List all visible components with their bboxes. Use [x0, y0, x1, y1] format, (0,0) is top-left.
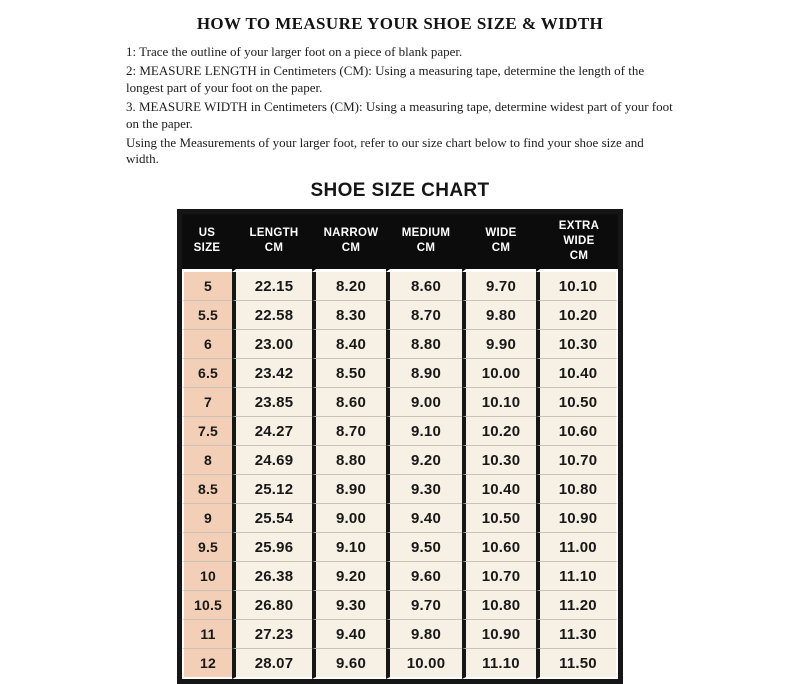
measurement-cell: 11.00	[536, 532, 618, 561]
table-row	[182, 300, 618, 329]
measurement-cell: 24.27	[232, 416, 312, 445]
measurement-cell: 24.69	[232, 445, 312, 474]
measurement-cell: 25.54	[232, 503, 312, 532]
measurement-cell: 10.40	[462, 474, 536, 503]
measurement-cell: 10.50	[462, 503, 536, 532]
measurement-cell: 23.42	[232, 358, 312, 387]
size-chart-table-frame	[177, 209, 623, 684]
page-title: HOW TO MEASURE YOUR SHOE SIZE & WIDTH	[196, 14, 604, 33]
column-header-us-size: US SIZE	[182, 214, 232, 273]
measurement-cell: 25.96	[232, 532, 312, 561]
measurement-cell: 8.20	[312, 272, 386, 300]
table-row	[182, 561, 618, 590]
measurement-cell: 9.80	[386, 619, 462, 648]
measurement-cell: 10.90	[462, 619, 536, 648]
measurement-cell: 10.00	[386, 648, 462, 679]
us-size-cell: 9.5	[182, 532, 232, 561]
measurement-cell: 8.80	[386, 329, 462, 358]
instruction-step-2: 2: MEASURE LENGTH in Centimeters (CM): Using a measuring tape, determine the length of the longest part of your foot on the paper.	[126, 63, 645, 95]
measurement-cell: 9.10	[312, 532, 386, 561]
measurement-cell: 8.80	[312, 445, 386, 474]
measurement-cell: 27.23	[232, 619, 312, 648]
measurement-cell: 10.10	[462, 387, 536, 416]
table-row	[182, 503, 618, 532]
measurement-cell: 9.60	[386, 561, 462, 590]
measurement-cell: 10.90	[536, 503, 618, 532]
measurement-cell: 9.10	[386, 416, 462, 445]
measurement-cell: 8.70	[386, 300, 462, 329]
us-size-cell: 7	[182, 387, 232, 416]
instruction-step-1: 1: Trace the outline of your larger foot on a piece of blank paper.	[126, 44, 463, 59]
measurement-cell: 10.70	[536, 445, 618, 474]
measurement-cell: 26.38	[232, 561, 312, 590]
measurement-cell: 9.60	[312, 648, 386, 679]
measurement-cell: 10.00	[462, 358, 536, 387]
measurement-cell: 10.80	[536, 474, 618, 503]
size-chart-table	[182, 214, 618, 680]
measurement-cell: 10.20	[462, 416, 536, 445]
measurement-cell: 9.70	[386, 590, 462, 619]
measurement-cell: 8.50	[312, 358, 386, 387]
column-header-narrow: NARROW CM	[312, 214, 386, 273]
table-row	[182, 387, 618, 416]
measurement-cell: 9.30	[312, 590, 386, 619]
measurement-cell: 8.60	[312, 387, 386, 416]
measurement-cell: 8.90	[312, 474, 386, 503]
column-header-extra-wide: EXTRA WIDE CM	[536, 214, 618, 273]
measurement-cell: 26.80	[232, 590, 312, 619]
measurement-cell: 11.10	[536, 561, 618, 590]
measurement-cell: 9.30	[386, 474, 462, 503]
table-row	[182, 329, 618, 358]
measurement-cell: 11.50	[536, 648, 618, 679]
measurement-cell: 10.80	[462, 590, 536, 619]
measurement-cell: 28.07	[232, 648, 312, 679]
us-size-cell: 8.5	[182, 474, 232, 503]
table-header-row	[182, 214, 618, 273]
measurement-cell: 10.50	[536, 387, 618, 416]
column-header-medium: MEDIUM CM	[386, 214, 462, 273]
us-size-cell: 8	[182, 445, 232, 474]
table-row	[182, 619, 618, 648]
us-size-cell: 5.5	[182, 300, 232, 329]
measurement-cell: 9.40	[386, 503, 462, 532]
column-header-wide: WIDE CM	[462, 214, 536, 273]
measurement-cell: 11.20	[536, 590, 618, 619]
measurement-cell: 9.50	[386, 532, 462, 561]
us-size-cell: 10	[182, 561, 232, 590]
measurement-cell: 10.30	[462, 445, 536, 474]
us-size-cell: 7.5	[182, 416, 232, 445]
table-row	[182, 474, 618, 503]
measurement-cell: 9.20	[312, 561, 386, 590]
measurement-cell: 9.80	[462, 300, 536, 329]
measurement-cell: 9.90	[462, 329, 536, 358]
table-row	[182, 648, 618, 679]
us-size-cell: 6	[182, 329, 232, 358]
measurement-cell: 10.60	[462, 532, 536, 561]
measurement-cell: 9.00	[312, 503, 386, 532]
column-header-length: LENGTH CM	[232, 214, 312, 273]
us-size-cell: 10.5	[182, 590, 232, 619]
chart-heading: SHOE SIZE CHART	[310, 179, 490, 201]
table-body	[182, 272, 618, 679]
measurement-cell: 9.70	[462, 272, 536, 300]
measurement-cell: 9.40	[312, 619, 386, 648]
measurement-cell: 10.40	[536, 358, 618, 387]
us-size-cell: 6.5	[182, 358, 232, 387]
table-row	[182, 590, 618, 619]
measurement-cell: 22.58	[232, 300, 312, 329]
table-row	[182, 445, 618, 474]
table-row	[182, 532, 618, 561]
instructions	[126, 44, 674, 168]
measurement-cell: 11.30	[536, 619, 618, 648]
table-row	[182, 272, 618, 300]
measurement-cell: 23.85	[232, 387, 312, 416]
measurement-cell: 10.10	[536, 272, 618, 300]
measurement-cell: 8.90	[386, 358, 462, 387]
measurement-cell: 22.15	[232, 272, 312, 300]
table-row	[182, 416, 618, 445]
measurement-cell: 8.60	[386, 272, 462, 300]
us-size-cell: 9	[182, 503, 232, 532]
measurement-cell: 9.20	[386, 445, 462, 474]
measurement-cell: 10.70	[462, 561, 536, 590]
us-size-cell: 11	[182, 619, 232, 648]
measurement-cell: 10.30	[536, 329, 618, 358]
measurement-cell: 9.00	[386, 387, 462, 416]
measurement-cell: 23.00	[232, 329, 312, 358]
instruction-note: Using the Measurements of your larger foot, refer to our size chart below to find your shoe size and width.	[126, 134, 644, 167]
measurement-cell: 25.12	[232, 474, 312, 503]
measurement-cell: 8.70	[312, 416, 386, 445]
measurement-cell: 10.60	[536, 416, 618, 445]
measurement-cell: 11.10	[462, 648, 536, 679]
us-size-cell: 5	[182, 272, 232, 300]
instruction-step-3: 3. MEASURE WIDTH in Centimeters (CM): Using a measuring tape, determine widest part of your foot on the paper.	[126, 99, 673, 131]
measurement-cell: 10.20	[536, 300, 618, 329]
us-size-cell: 12	[182, 648, 232, 679]
measurement-cell: 8.40	[312, 329, 386, 358]
table-row	[182, 358, 618, 387]
measurement-cell: 8.30	[312, 300, 386, 329]
